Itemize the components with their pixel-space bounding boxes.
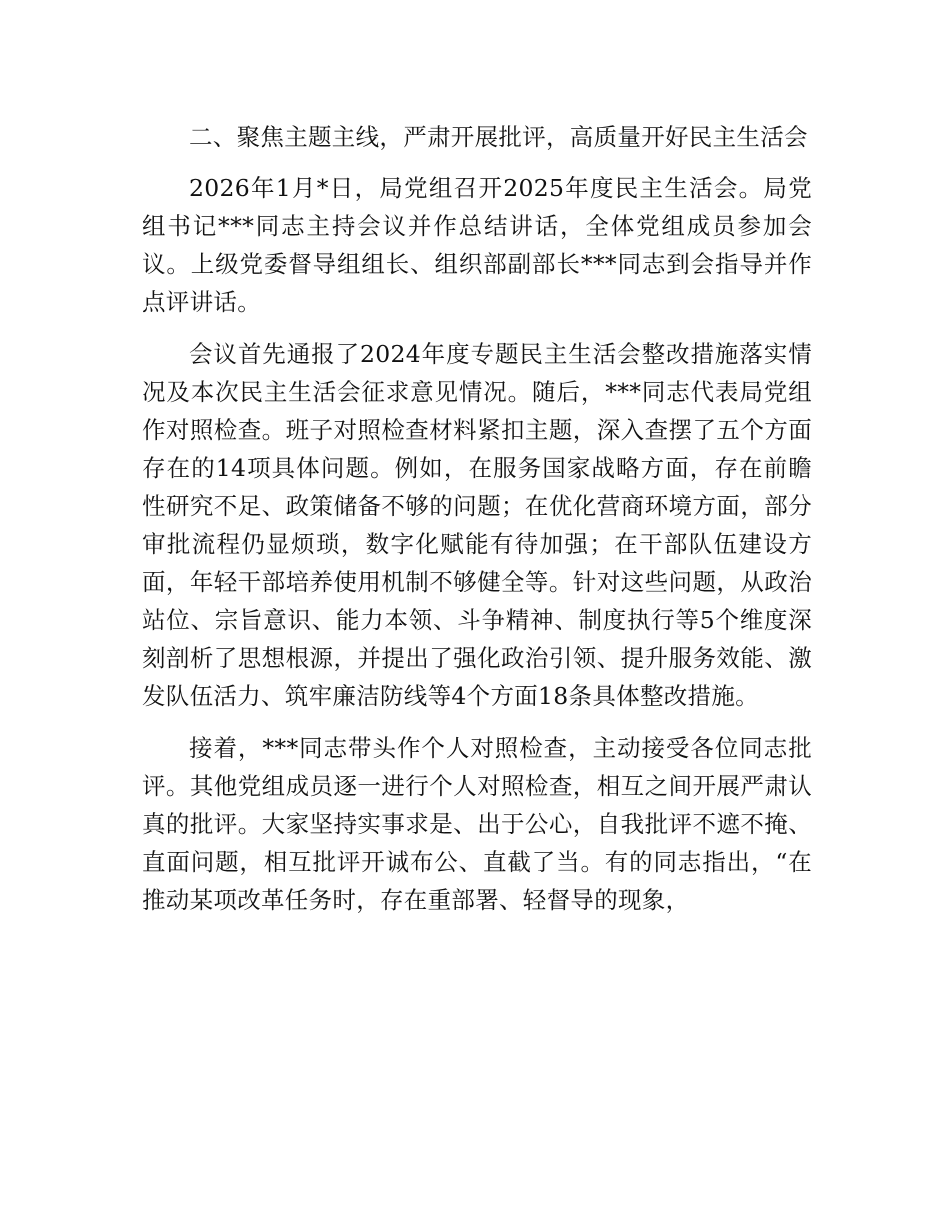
paragraph-meeting-overview: 2026年1月*日，局党组召开2025年度民主生活会。局党组书记***同志主持会议并作总结讲话，全体党组成员参加会议。上级党委督导组组长、组织部副部长***同志到会指导并作点评讲话。	[142, 174, 812, 316]
section-heading: 二、聚焦主题主线，严肃开展批评，高质量开好民主生活会	[189, 123, 808, 151]
paragraph-inspection-report: 会议首先通报了2024年度专题民主生活会整改措施落实情况及本次民主生活会征求意见情况。随后，***同志代表局党组作对照检查。班子对照检查材料紧扣主题，深入查摆了五个方面存在的14项具体问题。例如，在服务国家战略方面，存在前瞻性研究不足、政策储备不够的问题；在优化营商环境方面，部分审批流程仍显烦琐，数字化赋能有待加强；在干部队伍建设方面，年轻干部培养使用机制不够健全等。针对这些问题，从政治站位、宗旨意识、能力本领、斗争精神、制度执行等5个维度深刻剖析了思想根源，并提出了强化政治引领、提升服务效能、激发队伍活力、筑牢廉洁防线等4个方面18条具体整改措施。	[142, 340, 812, 710]
paragraph-criticism: 接着，***同志带头作个人对照检查，主动接受各位同志批评。其他党组成员逐一进行个人对照检查，相互之间开展严肃认真的批评。大家坚持实事求是、出于公心，自我批评不遮不掩、直面问题，相互批评开诚布公、直截了当。有的同志指出，“在推动某项改革任务时，存在重部署、轻督导的现象，	[142, 734, 812, 914]
document-body	[142, 118, 812, 933]
